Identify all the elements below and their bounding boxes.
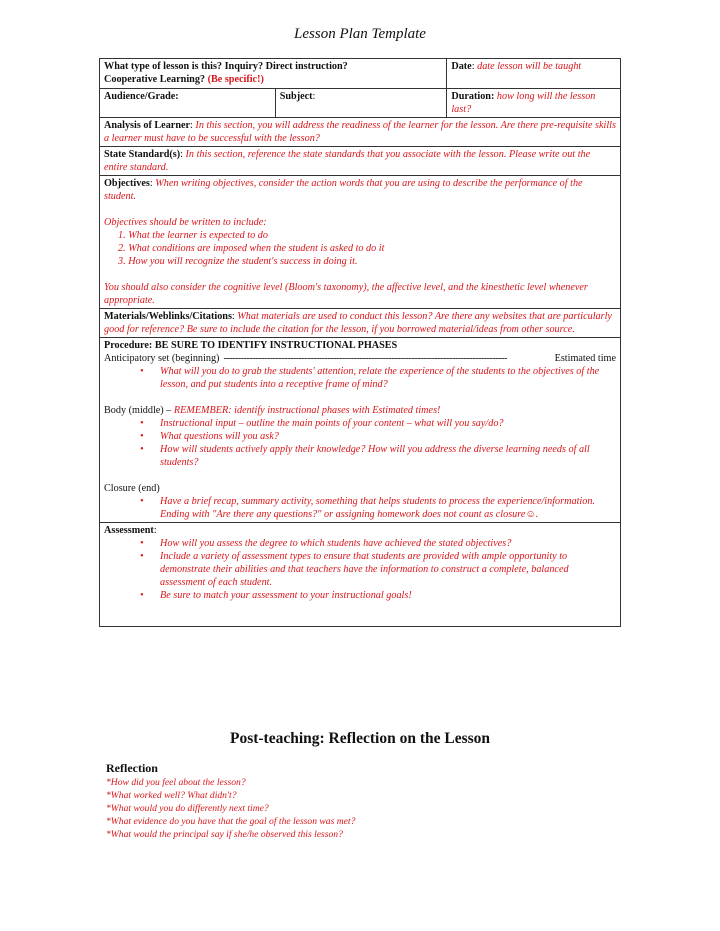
date-hint: date lesson will be taught [477,61,582,72]
reflection-section [106,762,355,841]
audience-cell [100,89,276,118]
objectives-label: Objectives [104,178,150,189]
materials-cell: Materials/Weblinks/Citations: What materials are used to conduct this lesson? Are there any websites that are particularly good for reference? Be sure to include the citation for the lesson, if you borrowed material/ideas from other source. [100,309,621,338]
audience-label: Audience/Grade: [104,91,179,102]
subject-label: Subject [279,91,313,102]
objective-item: 3. How you will recognize the student's success in doing it. [118,256,358,267]
anticipatory-item: • What will you do to grab the students' attention, relate the experience of the students to the objectives of the lesson, and put students into a receptive frame of mind? [140,365,616,391]
body-item: • How will students actively apply their knowledge? How will you address the diverse learning needs of all students? [140,443,616,469]
body-note: REMEMBER: identify instructional phases with Estimated times! [173,405,441,416]
duration-label: Duration: [451,91,495,102]
be-specific-note: (Be specific!) [207,74,264,85]
post-teaching-title: Post-teaching: Reflection on the Lesson [229,730,491,747]
cooperative-label: Cooperative Learning? [104,74,206,85]
materials-text: What materials are used to conduct this lesson? Are there any websites that are particularly good for reference? Be sure to include the citation for the lesson, if you borrowed material/ideas from other source. [104,311,612,335]
materials-label: Materials/Weblinks/Citations [104,311,232,322]
objectives-text: When writing objectives, consider the action words that you are using to describe the performance of the student. [104,178,583,202]
objectives-include-intro: Objectives should be written to include: [104,217,267,228]
date-label: Date [451,61,472,72]
standards-cell: State Standard(s): In this section, reference the state standards that you associate with the lesson. Please write out the entire standard. [100,147,621,176]
reflection-question: *How did you feel about the lesson? [106,777,246,788]
objectives-cell: Objectives: When writing objectives, consider the action words that you are using to describe the performance of the student. Objectives should be written to include: 1. What the learner is expected to do 2. What conditions are imposed when the student is asked to do it 3. How you will recognize the student's success in doing it. You should also consider the cognitive level (Bloom's taxonomy), the affective level, and the kinesthetic level whenever appropriate. [100,176,621,309]
procedure-label: Procedure: BE SURE TO IDENTIFY INSTRUCTIONAL PHASES [104,340,398,351]
analysis-label: Analysis of Learner [104,120,191,131]
document-title: Lesson Plan Template [294,26,426,42]
subject-cell: Subject: [275,89,447,118]
procedure-cell [100,338,621,523]
duration-cell [447,89,621,118]
closure-label: Closure (end) [104,483,160,494]
reflection-question: *What evidence do you have that the goal of the lesson was met? [106,816,356,827]
reflection-question: *What would you do differently next time? [106,803,269,814]
analysis-cell: Analysis of Learner: In this section, you will address the readiness of the learner for the lesson. Are there pre-requisite skills a learner must have to be successful with the lesson? [100,118,621,147]
estimated-time-label: Estimated time [554,353,616,364]
lesson-type-question: What type of lesson is this? Inquiry? Direct instruction? [104,61,348,72]
anticipatory-label: Anticipatory set (beginning) [104,353,220,364]
assessment-item: • How will you assess the degree to which students have achieved the stated objectives? [140,537,616,550]
lesson-plan-table [99,58,621,627]
reflection-heading: Reflection [106,761,158,775]
objective-item: 1. What the learner is expected to do [118,230,268,241]
body-item: • Instructional input – outline the main points of your content – what will you say/do? [140,417,616,430]
duration-hint: how long will the lesson last? [451,91,596,115]
dash-leader: -------------------------------------------------------------------------------------------------- [223,353,507,364]
body-item: • What questions will you ask? [140,430,616,443]
objective-item: 2. What conditions are imposed when the student is asked to do it [118,243,385,254]
objectives-also-note: You should also consider the cognitive level (Bloom's taxonomy), the affective level, and the kinesthetic level whenever appropriate. [104,282,588,306]
body-label: Body (middle) – [104,405,172,416]
date-cell: Date: date lesson will be taught [447,59,621,89]
reflection-question: *What would the principal say if she/he observed this lesson? [106,829,343,840]
assessment-cell: Assessment: • How will you assess the degree to which students have achieved the stated objectives? • Include a variety of assessment types to ensure that students are provided with ample opportunity to demonstrate their abilities and that teachers have the information to construct a complete, balanced assessment of each student. • Be sure to match your assessment to your instructional goals! [100,523,621,627]
assessment-item: • Include a variety of assessment types to ensure that students are provided with ample opportunity to demonstrate their abilities and that teachers have the information to construct a complete, balanced assessment of each student. [140,550,616,589]
assessment-item: • Be sure to match your assessment to your instructional goals! [140,589,616,602]
closure-item: • Have a brief recap, summary activity, something that helps students to process the experience/information. Ending with "Are there any questions?" or assigning homework does not count as closure☺. [140,495,616,521]
assessment-label: Assessment [104,525,154,536]
standards-label: State Standard(s) [104,149,181,160]
lesson-type-cell [100,59,447,89]
reflection-question: *What worked well? What didn't? [106,790,237,801]
standards-text: In this section, reference the state standards that you associate with the lesson. Please write out the entire standard. [104,149,591,173]
analysis-text: In this section, you will address the readiness of the learner for the lesson. Are there pre-requisite skills a learner must have to be successful with the lesson? [104,120,616,144]
